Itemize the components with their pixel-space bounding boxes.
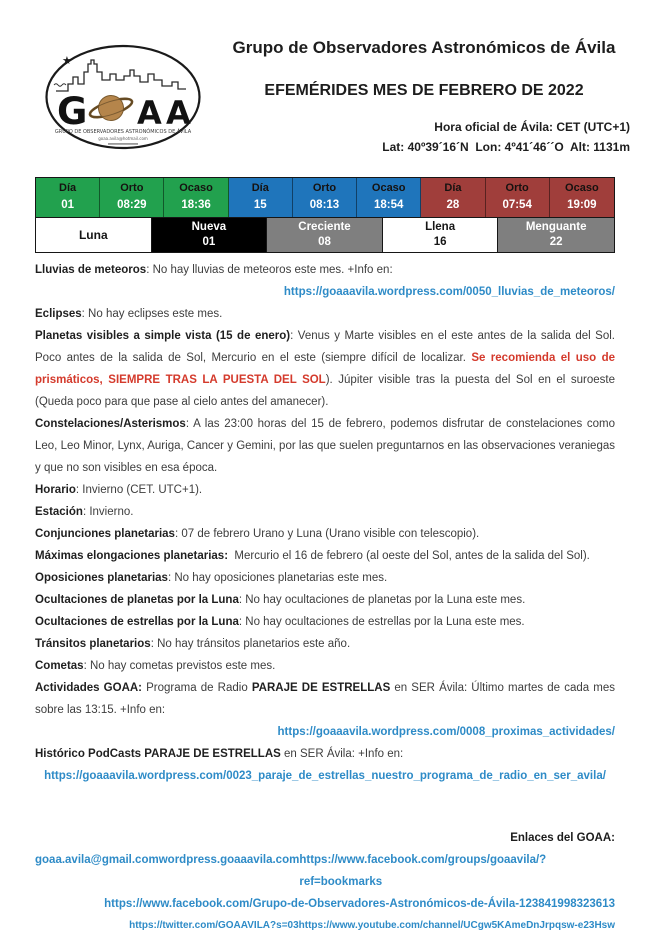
footer-title: Enlaces del GOAA: bbox=[510, 832, 615, 844]
moon-phase-cell bbox=[498, 218, 614, 252]
paragraph-text-segment: : No hay oposiciones planetarias este mes. bbox=[167, 572, 388, 584]
sun-cell-label: Ocaso bbox=[179, 182, 213, 194]
paragraph-text-segment: : Venus y Marte visibles en el este antes de la salida del Sol. Poco antes de la salida de Sol, Mercurio en el este (siempre difícil de localizar. bbox=[35, 330, 616, 364]
sun-cell-value: 18:36 bbox=[181, 199, 211, 211]
link-line bbox=[35, 281, 615, 303]
paragraph-text-segment: Estación bbox=[35, 506, 83, 518]
star-icon: ★ bbox=[62, 54, 72, 67]
paragraph-text-segment: Histórico PodCasts PARAJE DE ESTRELLAS bbox=[35, 748, 281, 760]
info-link[interactable]: https://goaaavila.wordpress.com/0023_paraje_de_estrellas_nuestro_programa_de_radio_en_ser_avila/ bbox=[44, 770, 606, 782]
sun-table-cell bbox=[550, 178, 614, 217]
paragraph-text-segment: Horario bbox=[35, 484, 76, 496]
document-paragraph bbox=[35, 743, 615, 765]
footer-links-line3 bbox=[35, 915, 615, 937]
sun-cell-value: 08:29 bbox=[117, 199, 147, 211]
footer-link[interactable]: https://www.youtube.com/channel/UCgw5KAmeDnJrpqsw-e23Hsw bbox=[298, 920, 615, 931]
paragraph-text-segment: Conjunciones planetarias bbox=[35, 528, 175, 540]
info-link[interactable]: https://goaaavila.wordpress.com/0050_lluvias_de_meteoros/ bbox=[283, 286, 615, 298]
document-header bbox=[0, 0, 650, 160]
document-paragraph bbox=[35, 567, 615, 589]
moon-title-cell bbox=[36, 218, 152, 252]
coordinates-line: Lat: 40º39´16´N Lon: 4º41´46´´O Alt: 1131m bbox=[382, 140, 630, 154]
header-titles bbox=[218, 38, 630, 157]
paragraph-text-segment: Programa de Radio bbox=[142, 682, 252, 694]
document-paragraph bbox=[35, 325, 615, 413]
logo-letter-a1: A bbox=[137, 94, 162, 132]
sun-cell-value: 28 bbox=[446, 199, 460, 211]
logo-subtext-line2: goaa.avila@hotmail.com bbox=[98, 136, 148, 141]
document-body bbox=[35, 259, 615, 787]
footer-link[interactable]: wordpress.goaaavila.com bbox=[158, 854, 300, 866]
document-paragraph bbox=[35, 413, 615, 479]
paragraph-text-segment: Constelaciones/Asterismos bbox=[35, 418, 186, 430]
sun-table-cell bbox=[293, 178, 357, 217]
logo-subtext-line3 bbox=[108, 143, 138, 145]
paragraph-text-segment: : Invierno (CET. UTC+1). bbox=[75, 484, 203, 496]
link-line bbox=[35, 721, 615, 743]
sun-cell-label: Orto bbox=[505, 182, 529, 194]
paragraph-text-segment: en SER Ávila: Último martes de cada mes sobre las 13:15. +Info en: bbox=[35, 682, 615, 716]
paragraph-text-segment: Se recomienda el uso de prismáticos, SIEMPRE TRAS LA PUESTA DEL SOL bbox=[35, 352, 615, 386]
official-time-line: Hora oficial de Ávila: CET (UTC+1) bbox=[434, 120, 630, 134]
sun-table-cell bbox=[36, 178, 100, 217]
paragraph-text-segment: Actividades GOAA: bbox=[35, 682, 143, 694]
document-paragraph bbox=[35, 523, 615, 545]
paragraph-text-segment: Lluvias de meteoros bbox=[35, 264, 147, 276]
document-paragraph bbox=[35, 677, 615, 721]
moon-phase-name: Creciente bbox=[298, 221, 351, 233]
goaa-logo-graphic bbox=[44, 44, 202, 150]
document-paragraph bbox=[35, 589, 615, 611]
sun-table-cell bbox=[164, 178, 228, 217]
paragraph-text-segment: Mercurio el 16 de febrero (al oeste del Sol, antes de la salida del Sol). bbox=[228, 550, 590, 562]
moon-phase-cell bbox=[267, 218, 383, 252]
document-paragraph bbox=[35, 611, 615, 633]
paragraph-text-segment: Ocultaciones de planetas por la Luna bbox=[35, 594, 239, 606]
sun-table-cell bbox=[421, 178, 485, 217]
sun-table-cell bbox=[357, 178, 421, 217]
paragraph-text-segment: : No hay lluvias de meteoros este mes. +Info en: bbox=[146, 264, 393, 276]
sun-cell-label: Orto bbox=[120, 182, 144, 194]
org-title: Grupo de Observadores Astronómicos de Ávila bbox=[232, 38, 616, 57]
moon-phase-day: 16 bbox=[433, 236, 447, 248]
link-line bbox=[35, 765, 615, 787]
footer-links bbox=[35, 827, 615, 937]
paragraph-text-segment: : 07 de febrero Urano y Luna (Urano visible con telescopio). bbox=[174, 528, 480, 540]
document-paragraph bbox=[35, 303, 615, 325]
sun-cell-label: Ocaso bbox=[371, 182, 406, 194]
header-meta bbox=[218, 117, 630, 157]
moon-phase-cell bbox=[152, 218, 268, 252]
paragraph-text-segment: ). Júpiter visible tras la puesta del Sol en el suroeste (Queda poco para que pase al cielo antes del amanecer). bbox=[35, 374, 616, 408]
sun-cell-value: 19:09 bbox=[567, 199, 597, 211]
sun-cell-value: 08:13 bbox=[309, 199, 340, 211]
sun-cell-value: 01 bbox=[61, 199, 74, 211]
sun-cell-label: Día bbox=[251, 182, 269, 194]
paragraph-text-segment: Oposiciones planetarias bbox=[35, 572, 168, 584]
paragraph-text-segment: : No hay cometas previstos este mes. bbox=[83, 660, 276, 672]
sun-table-header-row bbox=[35, 177, 615, 217]
paragraph-text-segment: Ocultaciones de estrellas por la Luna bbox=[35, 616, 239, 628]
paragraph-text-segment: : No hay tránsitos planetarios este año. bbox=[150, 638, 351, 650]
document-paragraph bbox=[35, 655, 615, 677]
paragraph-text-segment: Eclipses bbox=[35, 308, 82, 320]
moon-phase-name: Nueva bbox=[191, 221, 227, 233]
paragraph-text-segment: : No hay ocultaciones de planetas por la Luna este mes. bbox=[238, 594, 526, 606]
footer-links-line2 bbox=[35, 893, 615, 915]
moon-phase-day: 01 bbox=[202, 236, 216, 248]
document-paragraph bbox=[35, 501, 615, 523]
paragraph-text-segment: Planetas visibles a simple vista (15 de enero) bbox=[35, 330, 291, 342]
sun-table-cell bbox=[100, 178, 164, 217]
logo-subtext-line1: GRUPO DE OBSERVADORES ASTRONÓMICOS DE ÁVILA bbox=[54, 129, 192, 135]
sun-table-cell bbox=[486, 178, 550, 217]
moon-phases-row bbox=[35, 217, 615, 253]
paragraph-text-segment: : No hay eclipses este mes. bbox=[81, 308, 223, 320]
document-paragraph bbox=[35, 633, 615, 655]
sun-cell-label: Día bbox=[59, 182, 77, 194]
sun-cell-value: 18:54 bbox=[374, 199, 404, 211]
moon-phase-name: Llena bbox=[425, 221, 456, 233]
footer-links-line1 bbox=[35, 849, 615, 893]
goaa-logo bbox=[44, 44, 202, 150]
paragraph-text-segment: en SER Ávila: +Info en: bbox=[280, 748, 404, 760]
sun-cell-label: Ocaso bbox=[565, 182, 599, 194]
footer-link[interactable]: https://www.facebook.com/groups/goaavila/?ref=bookmarks bbox=[299, 854, 547, 888]
footer-link[interactable]: https://twitter.com/GOAAVILA?s=03 bbox=[129, 920, 299, 931]
paragraph-text-segment: Máximas elongaciones planetarias: bbox=[35, 550, 229, 562]
document-paragraph bbox=[35, 259, 615, 281]
paragraph-text-segment: PARAJE DE ESTRELLAS bbox=[251, 682, 391, 694]
moon-phase-day: 22 bbox=[549, 236, 563, 248]
paragraph-text-segment: : A las 23:00 horas del 15 de febrero, podemos disfrutar de constelaciones como Leo, Leo Minor, Lynx, Auriga, Cancer y Gemini, por las que suelen preguntarnos en las observaciones veraniegas y que no son visibles en esa época. bbox=[35, 418, 615, 474]
document-paragraph bbox=[35, 545, 615, 567]
paragraph-text-segment: : Invierno. bbox=[82, 506, 134, 518]
logo-letter-a2: A bbox=[166, 94, 191, 132]
logo-letter-g: G bbox=[57, 90, 88, 133]
document-paragraph bbox=[35, 479, 615, 501]
sun-cell-label: Día bbox=[444, 182, 462, 194]
info-link[interactable]: https://goaaavila.wordpress.com/0008_proximas_actividades/ bbox=[277, 726, 615, 738]
facebook-page-link[interactable]: https://www.facebook.com/Grupo-de-Observadores-Astronómicos-de-Ávila-123841998323613 bbox=[104, 898, 615, 910]
sun-ephemerides-table bbox=[35, 177, 615, 253]
paragraph-text-segment: Tránsitos planetarios bbox=[35, 638, 151, 650]
moon-title-label: Luna bbox=[78, 228, 108, 242]
sun-cell-label: Orto bbox=[312, 182, 337, 194]
sun-table-cell bbox=[229, 178, 293, 217]
moon-phase-name: Menguante bbox=[525, 221, 587, 233]
moon-phase-cell bbox=[383, 218, 499, 252]
footer-link[interactable]: goaa.avila@gmail.com bbox=[35, 854, 159, 866]
sun-cell-value: 07:54 bbox=[502, 199, 532, 211]
doc-title: EFEMÉRIDES MES DE FEBRERO DE 2022 bbox=[264, 82, 584, 99]
paragraph-text-segment: : No hay ocultaciones de estrellas por la Luna este mes. bbox=[238, 616, 525, 628]
sun-cell-value: 15 bbox=[253, 199, 267, 211]
paragraph-text-segment: Cometas bbox=[35, 660, 84, 672]
moon-phase-day: 08 bbox=[318, 236, 331, 248]
